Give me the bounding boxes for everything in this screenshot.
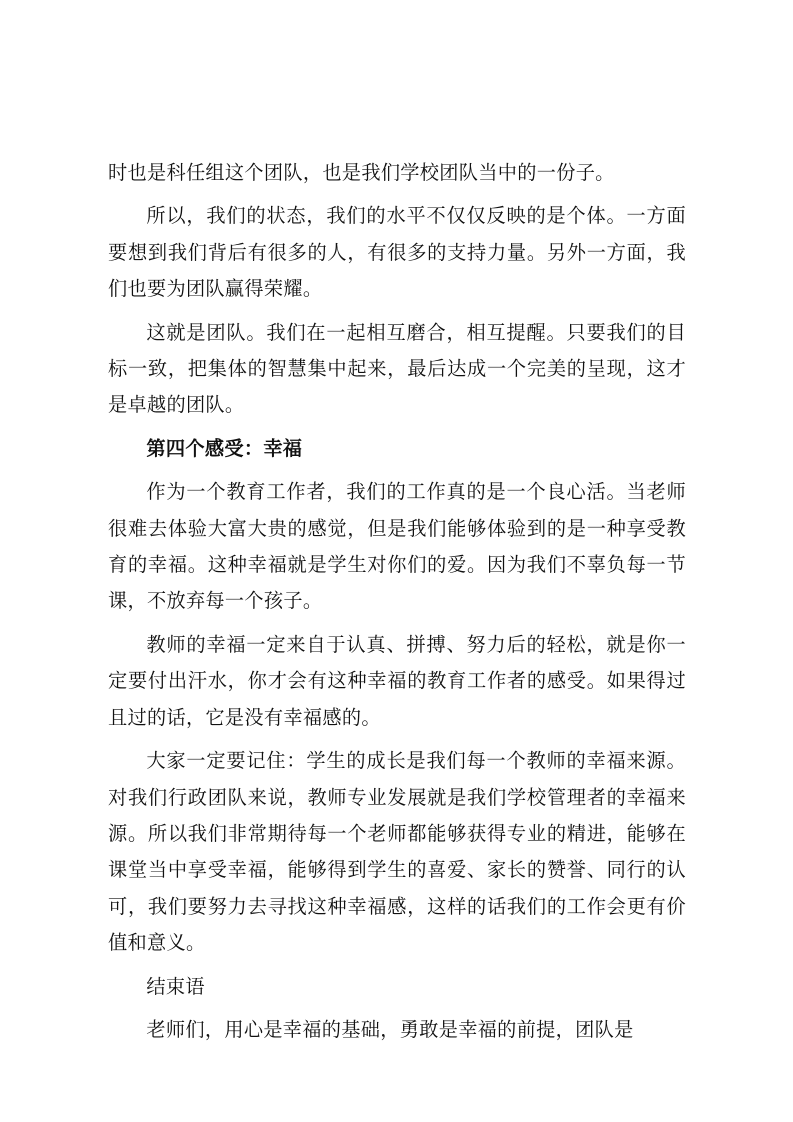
paragraph-continuation: 时也是科任组这个团队，也是我们学校团队当中的一份子。 [108, 161, 615, 184]
paragraph-team: 这就是团队。我们在一起相互磨合，相互提醒。只要我们的目标一致，把集体的智慧集中起来，最后达成一个完美的呈现，这才是卓越的团队。 [108, 320, 686, 417]
paragraph-teacher-happiness: 教师的幸福一定来自于认真、拼搏、努力后的轻松，就是你一定要付出汗水，你才会有这种幸福的教育工作者的感受。如果得过且过的话，它是没有幸福感的。 [108, 632, 686, 729]
document-page [108, 155, 686, 1055]
paragraph-status-level: 所以，我们的状态，我们的水平不仅仅反映的是个体。一方面要想到我们背后有很多的人，有很多的支持力量。另外一方面，我们也要为团队赢得荣耀。 [108, 204, 686, 301]
paragraph-remember: 大家一定要记住：学生的成长是我们每一个教师的幸福来源。对我们行政团队来说，教师专业发展就是我们学校管理者的幸福来源。所以我们非常期待每一个老师都能够获得专业的精进，能够在课堂当中享受幸福，能够得到学生的喜爱、家长的赞誉、同行的认可，我们要努力去寻找这种幸福感，这样的话我们的工作会更有价值和意义。 [108, 749, 686, 955]
paragraph-educator-work: 作为一个教育工作者，我们的工作真的是一个良心活。当老师很难去体验大富大贵的感觉，但是我们能够体验到的是一种享受教育的幸福。这种幸福就是学生对你们的爱。因为我们不辜负每一节课，不放弃每一个孩子。 [108, 480, 686, 613]
paragraph-closing: 老师们，用心是幸福的基础，勇敢是幸福的前提，团队是 [146, 1017, 634, 1041]
section-heading-happiness: 第四个感受：幸福 [146, 436, 303, 460]
section-heading-closing: 结束语 [146, 974, 205, 998]
